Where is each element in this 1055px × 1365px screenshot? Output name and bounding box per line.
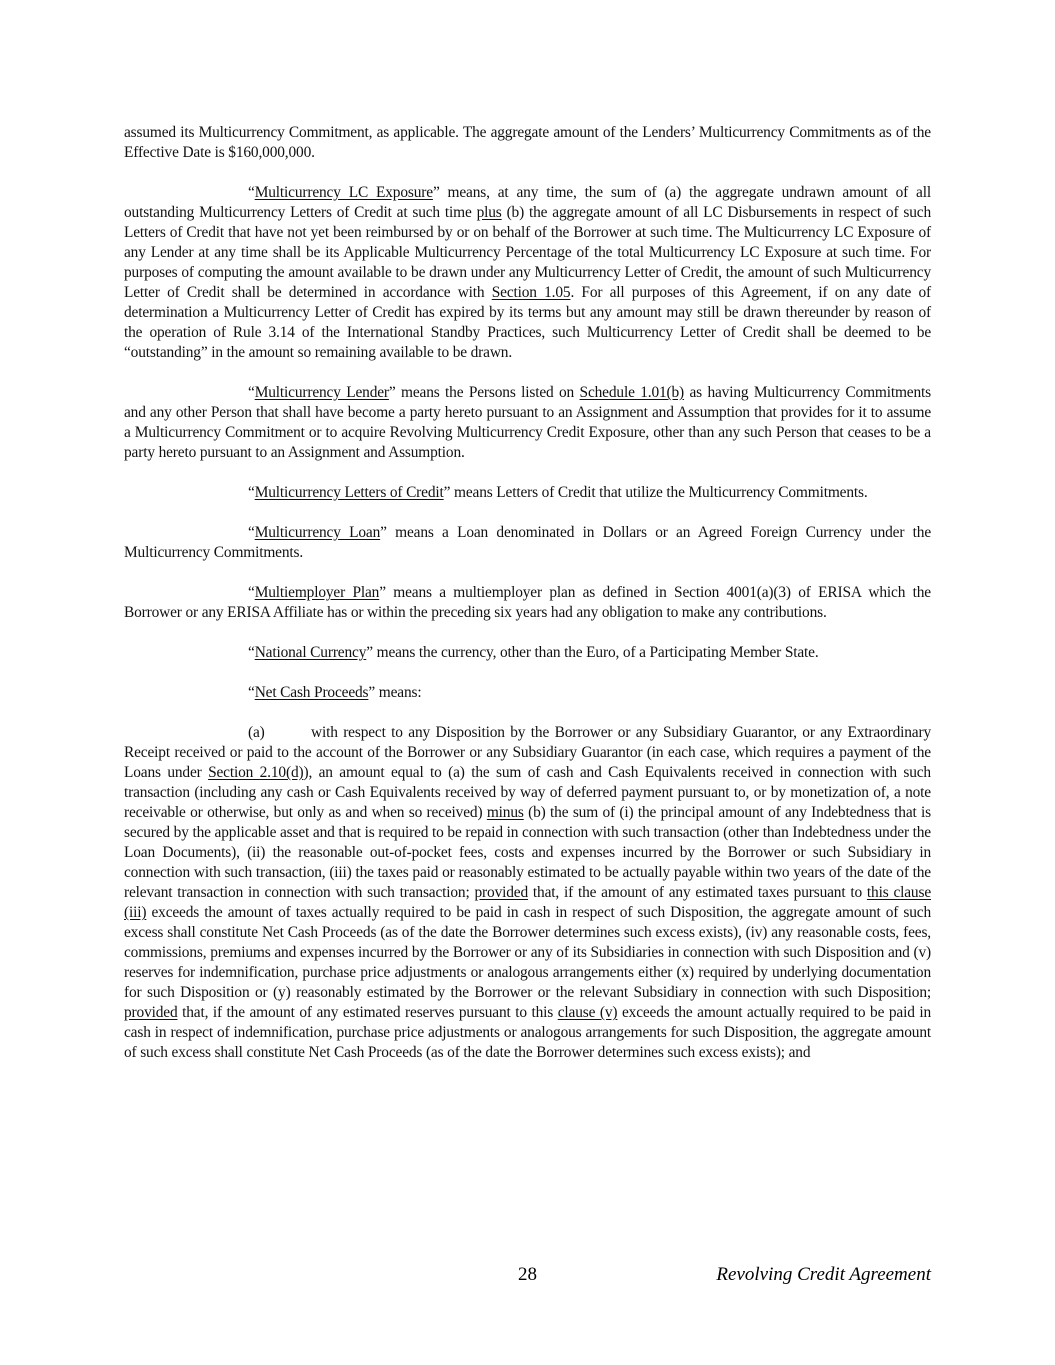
text-segment: “ (248, 584, 255, 601)
paragraph (124, 383, 931, 463)
defined-term-reference: Multicurrency LC Exposure (254, 184, 433, 201)
paragraph (124, 523, 931, 563)
defined-term-reference: Multicurrency Letters of Credit (254, 484, 444, 501)
paragraph (124, 183, 931, 363)
text-segment: ” means a multiemployer plan as defined in Section 4001(a)(3) of ERISA which the Borrower or any ERISA Affiliate has or within the preceding six years had any obligation to make any contributions. (124, 584, 931, 621)
paragraph (124, 723, 931, 1063)
defined-term-reference: clause (v) (557, 1004, 618, 1021)
document-body (124, 123, 931, 1083)
text-segment: . For all purposes of this Agreement, if on any date of determination a Multicurrency Letter of Credit has expired by its terms but any amount may still be drawn thereunder by reason of the operation of Rule 3.14 of the International Standby Practices, such Multicurrency Letter of Credit shall be deemed to be “outstanding” in the amount so remaining available to be drawn. (124, 284, 931, 361)
text-segment: exceeds the amount of taxes actually required to be paid in cash in respect of such Disposition, the aggregate amount of such excess shall constitute Net Cash Proceeds (as of the date the Borrower determines such excess exists), (iv) any reasonable costs, fees, commissions, premiums and expenses incurred by the Borrower or any of its Subsidiaries in connection with such Disposition and (v) reserves for indemnification, purchase price adjustments or analogous arrangements either (x) required by underlying documentation for such Disposition or (y) reasonably estimated by the Borrower or the relevant Subsidiary in connection with such Disposition; (124, 904, 931, 1001)
defined-term-reference: provided (474, 884, 529, 901)
paragraph (124, 583, 931, 623)
text-segment: (b) the sum of (i) the principal amount of any Indebtedness that is secured by the applicable asset and that is required to be repaid in connection with such transaction (other than Indebtedness under the Loan Documents), (ii) the reasonable out-of-pocket fees, costs and expenses incurred by the Borrower or such Subsidiary in connection with such transaction, (iii) the taxes paid or reasonably estimated to be actually payable within two years of the date of the relevant transaction in connection with such transaction; (124, 804, 932, 901)
text-segment: that, if the amount of any estimated taxes pursuant to (528, 884, 867, 901)
defined-term-reference: Section 1.05 (491, 284, 571, 301)
text-segment: “ (248, 484, 255, 501)
text-segment: exceeds the amount actually required to be paid in cash in respect of indemnification, purchase price adjustments or analogous arrangements for such Disposition, the aggregate amount of such excess shall constitute Net Cash Proceeds (as of the date the Borrower determines such excess exists); and (124, 1004, 932, 1061)
text-segment: ” means: (368, 684, 422, 701)
defined-term-reference: Multicurrency Lender (254, 384, 389, 401)
clause-label: (a) (248, 724, 265, 741)
page-number: 28 (518, 1264, 537, 1285)
text-segment: assumed its Multicurrency Commitment, as applicable. The aggregate amount of the Lenders’ Multicurrency Commitments as of the Effective Date is $160,000,000. (124, 124, 931, 161)
paragraph (124, 483, 931, 503)
text-segment: “ (248, 524, 255, 541)
text-segment: “ (248, 684, 255, 701)
text-segment: as having Multicurrency Commitments and any other Person that shall have become a party hereto pursuant to an Assignment and Assumption that provides for it to assume a Multicurrency Commitment or to acquire Revolving Multicurrency Credit Exposure, other than any such Person that ceases to be a party hereto pursuant to an Assignment and Assumption. (124, 384, 931, 461)
defined-term-reference: National Currency (254, 644, 367, 661)
page-footer (124, 1264, 931, 1290)
defined-term-reference: Net Cash Proceeds (254, 684, 369, 701)
paragraph (124, 123, 931, 163)
text-segment: ” means the currency, other than the Euro, of a Participating Member State. (366, 644, 819, 661)
text-segment: with respect to any Disposition by the Borrower or any Subsidiary Guarantor, or any Extraordinary Receipt received or paid to the account of the Borrower or any Subsidiary Guarantor (in each case, which requires a payment of the Loans under (124, 724, 931, 781)
defined-term-reference: Multiemployer Plan (254, 584, 380, 601)
defined-term-reference: minus (486, 804, 524, 821)
text-segment: “ (248, 644, 255, 661)
defined-term-reference: provided (124, 1004, 178, 1021)
text-segment: (b) the aggregate amount of all LC Disbursements in respect of such Letters of Credit that have not yet been reimbursed by or on behalf of the Borrower at such time. The Multicurrency LC Exposure of any Lender at any time shall be its Applicable Multicurrency Percentage of the total Multicurrency LC Exposure at such time. For purposes of computing the amount available to be drawn under any Multicurrency Letter of Credit, the amount of such Multicurrency Letter of Credit shall be determined in accordance with (124, 204, 931, 301)
defined-term-reference: Schedule 1.01(b) (579, 384, 685, 401)
paragraph (124, 643, 931, 663)
defined-term-reference: Section 2.10(d) (208, 764, 304, 781)
defined-term-reference: this clause (iii) (124, 884, 931, 921)
paragraph (124, 683, 931, 703)
defined-term-reference: plus (476, 204, 502, 221)
text-segment: “ (248, 384, 255, 401)
text-segment: ” means, at any time, the sum of (a) the aggregate undrawn amount of all outstanding Multicurrency Letters of Credit at such time (124, 184, 931, 221)
defined-term-reference: Multicurrency Loan (254, 524, 381, 541)
text-segment: ” means Letters of Credit that utilize the Multicurrency Commitments. (443, 484, 868, 501)
document-title: Revolving Credit Agreement (716, 1264, 931, 1285)
text-segment: that, if the amount of any estimated reserves pursuant to this (177, 1004, 558, 1021)
text-segment: ” means the Persons listed on (388, 384, 580, 401)
text-segment: ), an amount equal to (a) the sum of cash and Cash Equivalents received in connection with such transaction (including any cash or Cash Equivalents received by way of deferred payment pursuant to, or by monetization of, a note receivable or otherwise, but only as and when so received) (124, 764, 931, 821)
text-segment: “ (248, 184, 255, 201)
text-segment: ” means a Loan denominated in Dollars or an Agreed Foreign Currency under the Multicurrency Commitments. (124, 524, 932, 561)
